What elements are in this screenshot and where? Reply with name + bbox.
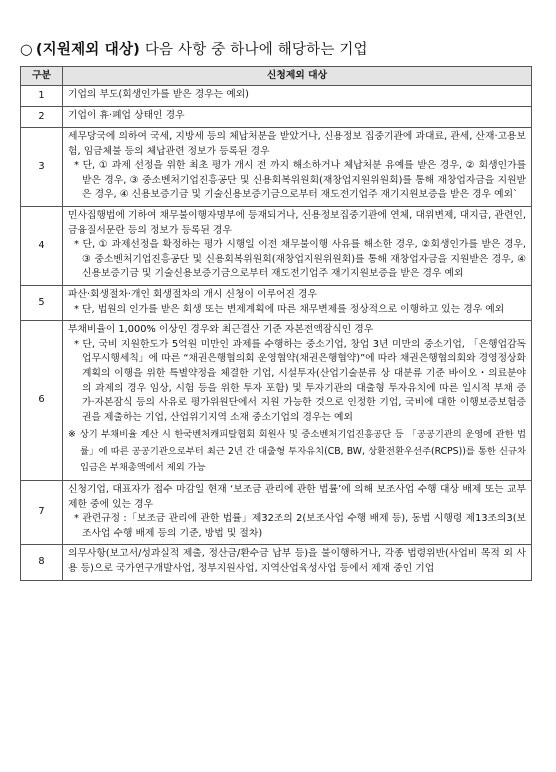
row-content <box>63 206 532 285</box>
row-main-text: 신청기업, 대표자가 접수 마감일 현재 ‘보조금 관리에 관한 법률’에 의해 보조사업 수행 대상 배제 또는 교부 제한 중에 있는 경우 <box>68 484 526 510</box>
row-content <box>63 107 532 128</box>
table-row <box>21 481 532 545</box>
bullet-circle-icon: ○ <box>20 42 33 58</box>
table-row <box>21 128 532 207</box>
table-row <box>21 107 532 128</box>
row-sub-note: * 관련규정 :「보조금 관리에 관한 법률」제32조의 2(보조사업 수행 배제 등), 동법 시행령 제13조의3(보조사업 수행 배제 등의 기준, 방법 및 절차) <box>74 513 526 539</box>
table-row <box>21 545 532 580</box>
row-content <box>63 321 532 481</box>
row-main-text: 세무당국에 의하여 국세, 지방세 등의 체납처분을 받았거나, 신용정보 집중기관에 과대료, 관세, 산재·고용보험, 임금체불 등의 체납관련 정보가 등록된 경우 <box>68 131 526 157</box>
row-content <box>63 481 532 545</box>
table-header-row <box>21 67 532 86</box>
heading-text: 다음 사항 중 하나에 해당하는 기업 <box>140 42 368 58</box>
row-content <box>63 285 532 320</box>
row-number: 1 <box>21 86 63 107</box>
row-reference-note: ※ 상기 부채비율 계산 시 한국벤처캐피탈협회 회원사 및 중소벤처기업진흥공단 등 「공공기관의 운영에 관한 법률」에 따른 공공기관으로부터 최근 2년 간 대출형 투자유치(CB, BW, 상환전환우선주(RCPS))를 통한 신규차입금은 부채총액에서 제외 가능 <box>68 429 526 474</box>
row-number: 7 <box>21 481 63 545</box>
row-main-text: 기업이 휴·폐업 상태인 경우 <box>68 110 185 121</box>
row-main-text: 민사집행법에 기하여 채무불이행자명부에 등재되거나, 신용정보집중기관에 연체, 대위변제, 대지급, 관련인, 금융질서문란 등의 정보가 등록된 경우 <box>68 209 526 236</box>
heading-bold-label: (지원제외 대상) <box>35 42 141 58</box>
row-number: 6 <box>21 321 63 481</box>
table-row <box>21 206 532 285</box>
row-content <box>63 128 532 207</box>
row-sub-note: * 단, 국비 지원한도가 5억원 미만인 과제를 수행하는 중소기업, 창업 3년 미만의 중소기업, 「은행업감독업무시행세칙」에 따른 “채권은행협의회 운영협약(채권은행협약)”에 따라 채권은행협의회와 경영정상화계획의 이행을 위한 특별약정을 체결한 기업, 시설투자(산업기술분류 상 대분류 기준 바이오・의료분야의 과제의 경우 임상, 시험 등을 위한 투자 포함) 및 투자기관의 대출형 투자유치에 따른 일시적 부채 증가·자본잠식 등의 사유로 평가위원단에서 지원 가능한 것으로 인정한 기업, 국비에 대한 이행보증보험증권을 제출하는 기업, 산업위기지역 소재 중소기업의 경우는 예외 <box>74 338 526 423</box>
row-main-text: 파산·회생절차·개인 회생절차의 개시 신청이 이루어진 경우 <box>68 288 317 300</box>
exclusion-table <box>20 66 532 581</box>
row-number: 4 <box>21 206 63 285</box>
row-main-text: 의무사항(보고서/성과실적 제출, 정산금/환수금 납부 등)을 불이행하거나, 각종 법령위반(사업비 목적 외 사용 등)으로 국가연구개발사업, 정부지원사업, 지역산업육성사업 등에서 제재 중인 기업 <box>68 548 526 575</box>
row-number: 3 <box>21 128 63 207</box>
row-main-text: 부채비율이 1,000% 이상인 경우와 최근결산 기준 자본전액잠식인 경우 <box>68 324 374 336</box>
header-category: 구분 <box>21 67 63 86</box>
header-exclusion-target: 신청제외 대상 <box>63 67 532 86</box>
row-content <box>63 545 532 580</box>
row-main-text: 기업의 부도(회생인가를 받은 경우는 예외) <box>68 89 249 100</box>
table-row <box>21 321 532 481</box>
row-sub-note: * 단, 법원의 인가를 받은 회생 또는 변제계획에 따른 채무변제를 정상적으로 이행하고 있는 경우 예외 <box>74 303 505 315</box>
table-row <box>21 86 532 107</box>
row-number: 2 <box>21 107 63 128</box>
row-sub-note: * 단, ① 과제선정을 확정하는 평가 시행일 이전 채무불이행 사유를 해소한 경우, ②회생인가를 받은 경우, ③ 중소벤처기업진흥공단 및 신용회복위원회(재창업지원위원회)를 통해 재창업자금을 지원받은 경우, ④ 신용보증기금 및 기술신용보증기금으로부터 재도전기업주 재기지원보증을 받은 경우 예외 <box>74 239 526 280</box>
row-sub-note: * 단, ① 과제 선정을 위한 최초 평가 개시 전 까지 해소하거나 체납처분 유예를 받은 경우, ② 회생인가를 받은 경우, ③ 중소벤처기업진흥공단 및 신용회복위원회(재창업지원위원회)를 통해 재창업자금을 지원받은 경우, ④ 신용보증기금 및 기술신용보증기금으로부터 재도전기업주 재기지원보증을 받은 경우 예외` <box>74 160 526 201</box>
table-row <box>21 285 532 320</box>
row-content <box>63 86 532 107</box>
section-heading <box>20 38 368 59</box>
row-number: 5 <box>21 285 63 320</box>
row-number: 8 <box>21 545 63 580</box>
